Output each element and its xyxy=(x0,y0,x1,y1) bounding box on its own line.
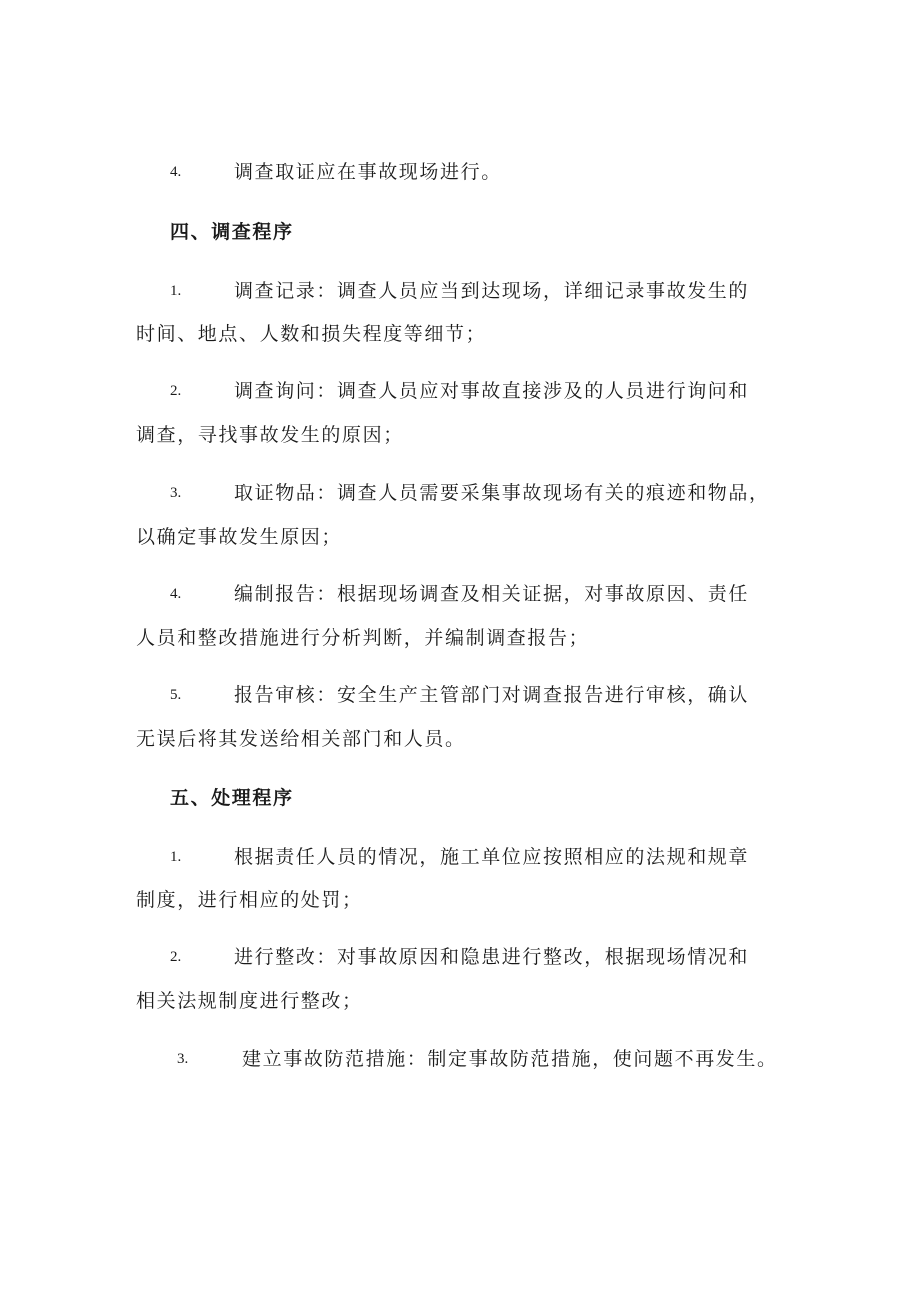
section-heading-handling: 五、处理程序 xyxy=(170,787,294,809)
list-item-number: 3. xyxy=(177,1051,189,1067)
list-item-number: 5. xyxy=(170,687,182,703)
list-item-number: 4. xyxy=(170,164,182,180)
list-item-text: 调查询问：调查人员应对事故直接涉及的人员进行询问和 xyxy=(234,380,750,402)
list-item-number: 2. xyxy=(170,949,182,965)
section-heading-investigation: 四、调查程序 xyxy=(170,221,294,243)
list-item-text: 调查记录：调查人员应当到达现场，详细记录事故发生的 xyxy=(234,280,750,302)
list-item-text: 取证物品：调查人员需要采集事故现场有关的痕迹和物品， xyxy=(234,482,770,504)
list-item-number: 2. xyxy=(170,383,182,399)
list-item-text: 进行整改：对事故原因和隐患进行整改，根据现场情况和 xyxy=(234,946,750,968)
list-item-text-cont: 无误后将其发送给相关部门和人员。 xyxy=(136,728,466,750)
list-item-text: 编制报告：根据现场调查及相关证据，对事故原因、责任 xyxy=(234,583,750,605)
list-item-text-cont: 人员和整改措施进行分析判断，并编制调查报告； xyxy=(136,627,590,649)
list-item-text: 报告审核：安全生产主管部门对调查报告进行审核，确认 xyxy=(234,684,750,706)
list-item-text-cont: 时间、地点、人数和损失程度等细节； xyxy=(136,323,487,345)
list-item-text-cont: 制度，进行相应的处罚； xyxy=(136,889,363,911)
list-item-number: 4. xyxy=(170,586,182,602)
list-item-text-cont: 以确定事故发生原因； xyxy=(136,526,343,548)
list-item-text-cont: 相关法规制度进行整改； xyxy=(136,990,363,1012)
list-item-text: 建立事故防范措施：制定事故防范措施，使问题不再发生。 xyxy=(242,1048,778,1070)
list-item-text: 调查取证应在事故现场进行。 xyxy=(234,161,502,183)
list-item-number: 3. xyxy=(170,485,182,501)
list-item-number: 1. xyxy=(170,849,182,865)
list-item-text-cont: 调查，寻找事故发生的原因； xyxy=(136,424,404,446)
list-item-text: 根据责任人员的情况，施工单位应按照相应的法规和规章 xyxy=(234,846,750,868)
list-item-number: 1. xyxy=(170,283,182,299)
